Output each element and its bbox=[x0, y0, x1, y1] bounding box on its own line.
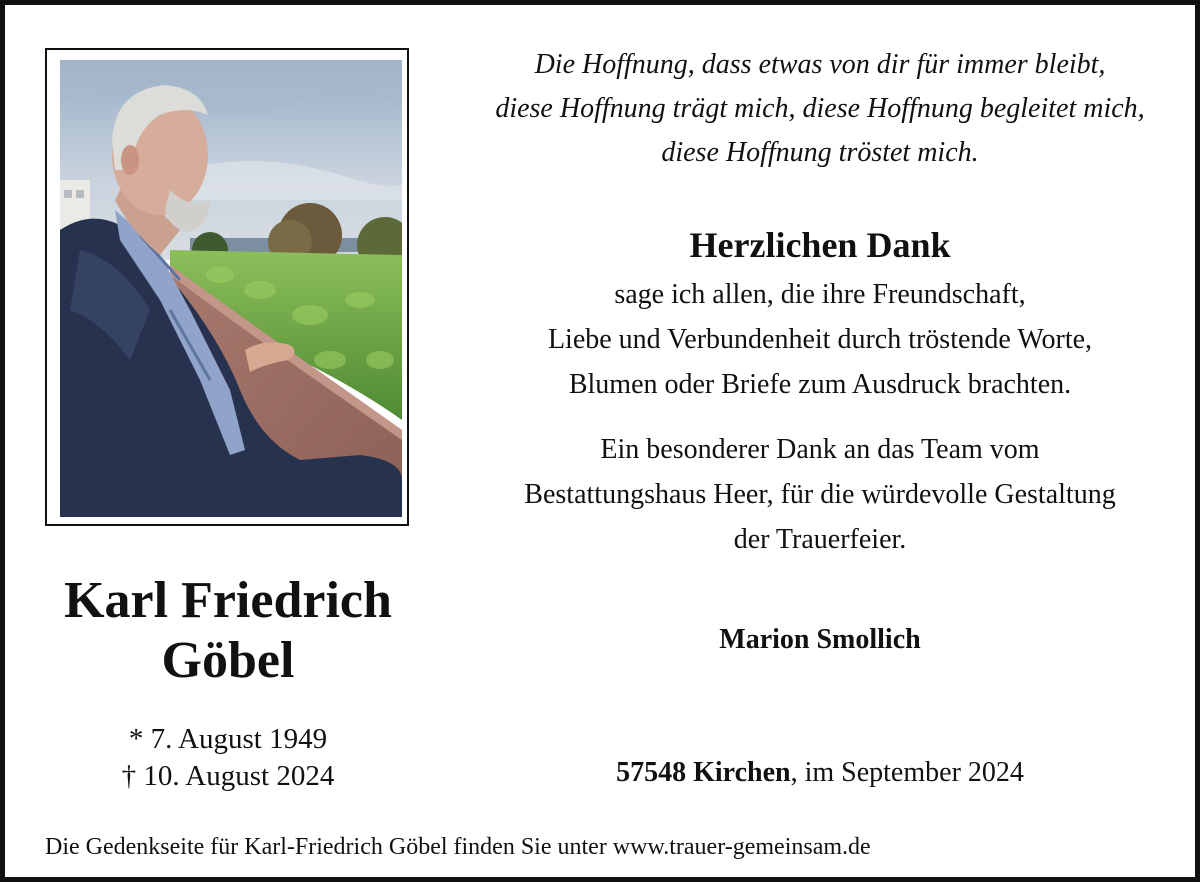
death-date: † 10. August 2024 bbox=[121, 760, 335, 792]
photo-frame bbox=[45, 48, 409, 526]
special-thanks-line-1: Ein besonderer Dank an das Team vom bbox=[600, 434, 1040, 465]
name-line-2: Göbel bbox=[161, 632, 295, 689]
thanks-line-2: Liebe und Verbundenheit durch tröstende Worte, bbox=[547, 324, 1093, 355]
place-and-date bbox=[435, 753, 1200, 793]
quote-line-3: diese Hoffnung tröstet mich. bbox=[661, 137, 979, 168]
quote-line-1: Die Hoffnung, dass etwas von dir für immer bleibt, bbox=[534, 49, 1106, 80]
quote-line-2: diese Hoffnung trägt mich, diese Hoffnung begleitet mich, bbox=[495, 93, 1145, 124]
name-line-1: Karl Friedrich bbox=[64, 572, 392, 629]
special-thanks-line-3: der Trauerfeier. bbox=[733, 524, 907, 555]
deceased-name bbox=[25, 571, 431, 691]
birth-date: * 7. August 1949 bbox=[128, 723, 328, 755]
place-date-text: , im September 2024 bbox=[790, 757, 1024, 788]
portrait-photo bbox=[60, 60, 402, 517]
life-dates bbox=[25, 721, 431, 795]
place-town: 57548 Kirchen bbox=[616, 757, 791, 788]
thanks-heading: Herzlichen Dank bbox=[689, 225, 951, 265]
quote bbox=[435, 43, 1200, 175]
thanks-line-3: Blumen oder Briefe zum Ausdruck brachten. bbox=[568, 369, 1072, 400]
thanks-line-1: sage ich allen, die ihre Freundschaft, bbox=[614, 279, 1026, 310]
signature: Marion Smollich bbox=[719, 624, 921, 655]
special-thanks bbox=[435, 427, 1200, 562]
thanks-text bbox=[435, 272, 1200, 407]
footer-memorial-link: Die Gedenkseite für Karl-Friedrich Göbel finden Sie unter www.trauer-gemeinsam.de bbox=[45, 834, 871, 860]
special-thanks-line-2: Bestattungshaus Heer, für die würdevolle Gestaltung bbox=[524, 479, 1116, 510]
